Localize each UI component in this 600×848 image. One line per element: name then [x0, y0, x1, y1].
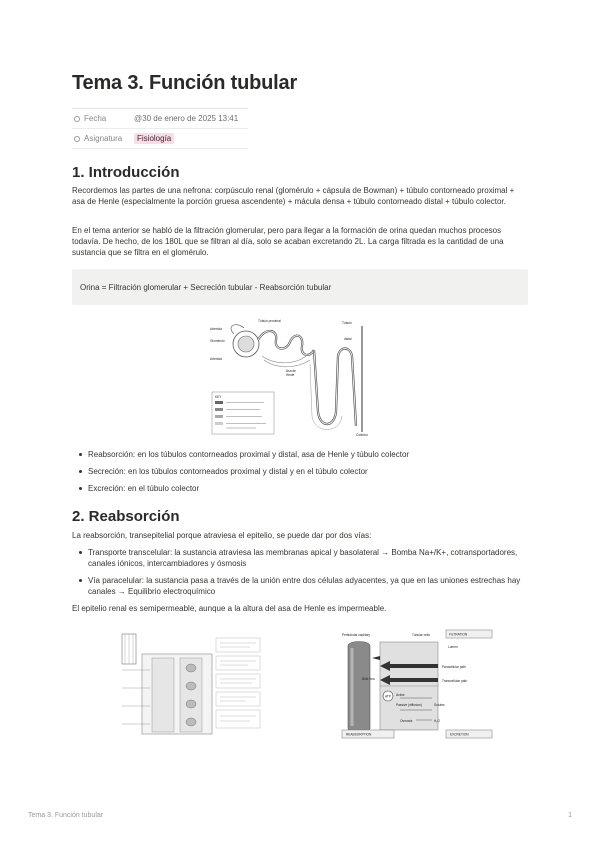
footer-title: Tema 3. Función tubular: [28, 812, 104, 819]
fecha-label: Fecha: [84, 114, 107, 123]
filtration-label: FILTRATION: [449, 632, 468, 637]
svg-text:Asa de: Asa de: [286, 369, 296, 373]
intro-paragraph-1: Recordemos las partes de una nefrona: corpúsculo renal (glomérulo + cápsula de Bowman) + túbulo contorneado proximal + asa de Henle (especialmente la porción gruesa ascendente) + mácula densa + túbulo contorneado distal + túbulo colector.: [72, 186, 515, 206]
page-number: 1: [568, 812, 572, 819]
list-item: Vía paracelular: la sustancia pasa a través de la unión entre dos células adyacentes, ya que en las uniones estrechas hay canales → Equilibrio electroquímico: [78, 575, 528, 597]
page-title: Tema 3. Función tubular: [72, 72, 298, 94]
svg-text:Túbulo proximal: Túbulo proximal: [258, 319, 281, 323]
osmosis-label: Osmosis: [400, 719, 413, 723]
reabsorption-paragraph-2: El epitelio renal es semipermeable, aunque a la altura del asa de Henle es impermeable.: [72, 604, 387, 613]
svg-text:KEY: KEY: [215, 395, 222, 399]
intro-paragraph-2: En el tema anterior se habló de la filtración glomerular, pero para llegar a la formación de orina quedan muchos procesos todavía. De hecho, de los 180L que se filtran al día, solo se acaban excretando 2L. La carga filtrada es la cantidad de una sustancia que se filtra en el glomérulo.: [72, 226, 504, 257]
bulk-flow-label: Bulk flow: [362, 677, 375, 681]
property-asignatura: [72, 129, 248, 149]
asignatura-label: Asignatura: [84, 134, 123, 143]
fecha-value: @30 de enero de 2025 13:41: [134, 114, 239, 123]
excretion-label: EXCRETION: [450, 732, 469, 737]
svg-text:distal: distal: [344, 337, 352, 341]
svg-text:Arteriola: Arteriola: [210, 357, 222, 361]
tubular-label: Tubular cells: [412, 633, 430, 637]
properties-table: [72, 108, 248, 149]
svg-text:Henle: Henle: [286, 373, 295, 377]
asignatura-tag: Fisiología: [134, 133, 174, 144]
reabsorption-paragraph-1: La reabsorción, transepitelial porque atraviesa el epitelio, se puede dar por dos vías:: [72, 531, 372, 540]
transcellular-label: Transcellular path: [442, 679, 468, 683]
list-item: Transporte transcelular: la sustancia atraviesa las membranas apical y basolateral → Bomba Na+/K+, cotransportadores, canales iónicos, intercambiadores y ósmosis: [78, 547, 528, 569]
svg-text:Colector: Colector: [356, 433, 368, 437]
intro-heading: 1. Introducción: [72, 164, 180, 181]
formula-callout: [72, 269, 528, 305]
passive-label: Passive (diffusion): [396, 703, 422, 707]
peritubular-label: Peritubular capillary: [342, 633, 370, 637]
paracellular-label: Paracellular path: [442, 665, 466, 669]
svg-text:Glomérulo: Glomérulo: [210, 339, 225, 343]
h2o-label: H₂O: [434, 719, 441, 723]
list-item: Reabsorción: en los túbulos contorneados proximal y distal, asa de Henle y túbulo colector: [78, 449, 528, 460]
intro-bullet-list: [78, 449, 528, 500]
svg-text:Túbulo: Túbulo: [342, 321, 352, 325]
clock-icon: [74, 116, 80, 122]
property-fecha: [72, 109, 248, 129]
reabsorption-label: REABSORPTION: [346, 732, 372, 737]
atp-label: ATP: [385, 694, 391, 699]
lumen-label: Lumen: [448, 645, 458, 649]
formula-text: Orina = Filtración glomerular + Secreción tubular - Reabsorción tubular: [80, 282, 332, 292]
solutes-label: Solutes: [434, 703, 445, 707]
epithelium-diagram: [112, 630, 264, 736]
list-item: Excreción: en el túbulo colector: [78, 483, 528, 494]
select-icon: [74, 136, 80, 142]
nephron-diagram: [206, 316, 386, 440]
list-item: Secreción: en los túbulos contorneados proximal y distal y en el túbulo colector: [78, 466, 528, 477]
reabsorption-bullet-list: [78, 547, 528, 603]
reabsorption-heading: 2. Reabsorción: [72, 508, 180, 525]
active-label: Active: [396, 693, 405, 697]
transport-diagram: [340, 628, 496, 740]
svg-text:Arteriola: Arteriola: [210, 327, 222, 331]
